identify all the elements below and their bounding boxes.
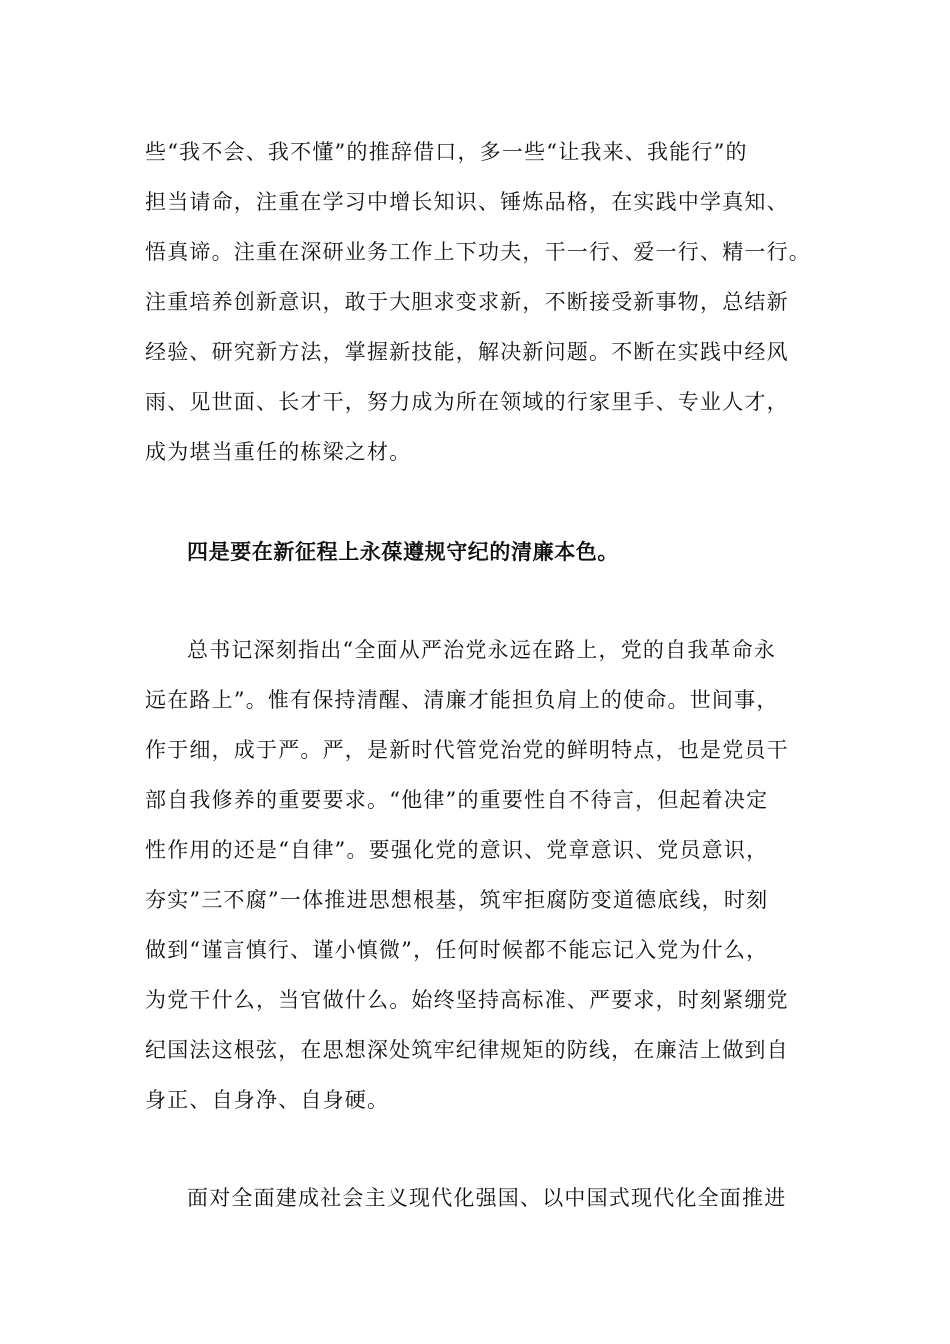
paragraph-line: 做到“谨言慎行、谨小慎微”，任何时候都不能忘记入党为什么， (145, 938, 769, 962)
paragraph-line: 经验、研究新方法，掌握新技能，解决新问题。不断在实践中经风 (145, 340, 789, 364)
paragraph-line: 注重培养创新意识，敢于大胆求变求新，不断接受新事物，总结新 (145, 290, 789, 314)
paragraph-line: 纪国法这根弦，在思想深处筑牢纪律规矩的防线，在廉洁上做到自 (145, 1038, 789, 1062)
paragraph-line: 悟真谛。注重在深研业务工作上下功夫，干一行、爱一行、精一行。 (145, 240, 811, 264)
paragraph-line: 雨、见世面、长才干，努力成为所在领域的行家里手、专业人才， (145, 390, 789, 414)
paragraph-line: 夯实”三不腐”一体推进思想根基，筑牢拒腐防变道德底线，时刻 (145, 888, 769, 912)
section-heading: 四是要在新征程上永葆遵规守纪的清廉本色。 (187, 539, 619, 564)
paragraph-line: 成为堪当重任的栋梁之材。 (145, 440, 412, 464)
paragraph-line: 为党干什么，当官做什么。始终坚持高标准、严要求，时刻紧绷党 (145, 988, 789, 1012)
paragraph-line: 总书记深刻指出“全面从严治党永远在路上，党的自我革命永 (187, 638, 777, 662)
paragraph-line: 部自我修养的重要要求。“他律”的重要性自不待言，但起着决定 (145, 788, 769, 812)
paragraph-line: 些“我不会、我不懂”的推辞借口，多一些“让我来、我能行”的 (145, 140, 748, 164)
paragraph-line: 远在路上”。惟有保持清醒、清廉才能担负肩上的使命。世间事， (145, 688, 779, 712)
paragraph-line: 担当请命，注重在学习中增长知识、锤炼品格，在实践中学真知、 (145, 190, 789, 214)
paragraph-line: 作于细，成于严。严，是新时代管党治党的鲜明特点，也是党员干 (145, 738, 789, 762)
paragraph-line: 面对全面建成社会主义现代化强国、以中国式现代化全面推进 (187, 1186, 787, 1210)
paragraph-line: 身正、自身净、自身硬。 (145, 1088, 390, 1112)
paragraph-line: 性作用的还是“自律”。要强化党的意识、党章意识、党员意识， (145, 838, 769, 862)
